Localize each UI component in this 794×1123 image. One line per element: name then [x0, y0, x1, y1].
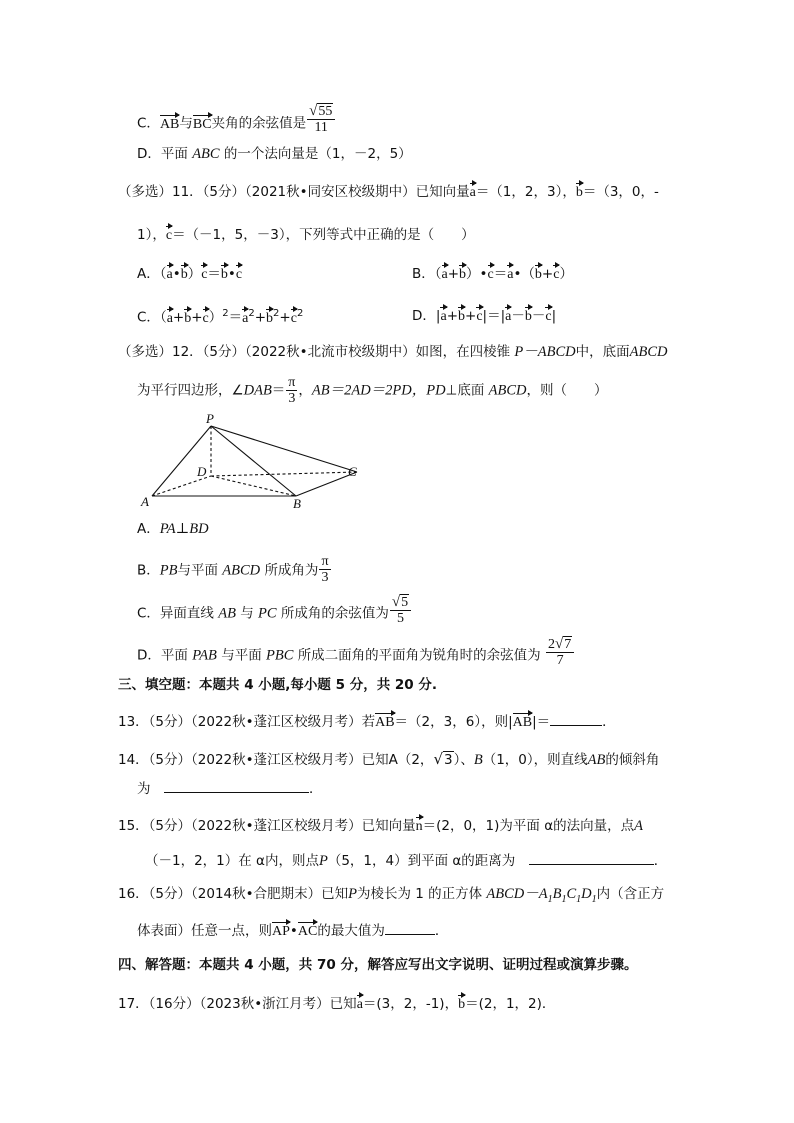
q12-stem-line2: 为平行四边形，∠DAB＝ $\frac{\pi}{3}$ ，AB＝2AD＝2PD，PD⊥底面 ABCD，则（ ） — [137, 375, 608, 406]
q12-option-a: A．PA⊥BD — [137, 521, 209, 537]
q16-line1: 16．（5分）（2014秋•合肥期末）已知P为棱长为 1 的正方体 $ABCD-A_1B_1C_1D_1$内（含正方 — [118, 886, 665, 905]
q15-line2: （－1，2，1）在 α内，则点P（5，1，4）到平面 α的距离为 ． — [145, 853, 668, 869]
q11-stem-line1: （多选）11．（5分）（2021秋•同安区校级期中）已知向量a＝（1，2，3），b＝（3，0，- — [118, 181, 659, 202]
q13-answer-blank[interactable] — [550, 713, 602, 726]
label-c: C — [348, 464, 357, 479]
q16-line2: 体表面）任意一点，则AP•AC的最大值为 ． — [137, 920, 448, 941]
label-d: D — [197, 464, 207, 479]
q12-option-b: B．PB与平面 ABCD 所成角为 $\frac{\pi}{3}$ — [137, 554, 329, 585]
q11-option-d: D．|a+b+c|＝|a－b－c| — [412, 305, 556, 326]
q11-option-b: B．（a+b）•c＝a•（b+c） — [412, 263, 573, 284]
q14-answer-blank[interactable] — [164, 780, 309, 793]
q11-stem-line2: 1），c＝（－1，5，－3），下列等式中正确的是（ ） — [137, 224, 475, 245]
q13: 13．（5分）（2022秋•蓬江区校级月考）若AB＝（2，3，6），则|AB|＝ ． — [118, 711, 616, 732]
section-4-heading: 四、解答题：本题共 4 小题，共 70 分，解答应写出文字说明、证明过程或演算步骤。 — [118, 957, 638, 973]
q12-stem-line1: （多选）12．（5分）（2022秋•北流市校级期中）如图，在四棱锥 P－ABCD中，底面ABCD — [118, 344, 668, 360]
q15-answer-blank[interactable] — [529, 852, 654, 865]
section-3-heading: 三、填空题：本题共 4 小题,每小题 5 分，共 20 分. — [118, 677, 438, 693]
q15-line1: 15．（5分）（2022秋•蓬江区校级月考）已知向量n＝(2，0，1)为平面 α的法向量，点A — [118, 815, 643, 836]
edge-pa — [152, 426, 211, 496]
edge-dc — [211, 472, 357, 476]
q11-option-c: C．$(a+b+c)^2=a^2+b^2+c^2$ — [137, 308, 304, 326]
q14-line2: 为 ． — [137, 781, 323, 797]
label-a: A — [141, 494, 149, 509]
q10-option-d: D．平面 ABC 的一个法向量是（1，－2，5） — [137, 146, 412, 162]
q16-answer-blank[interactable] — [385, 922, 435, 935]
q14-line1: 14．（5分）（2022秋•蓬江区校级月考）已知A（2，√3）、B（1，0），则直线AB的倾斜角 — [118, 750, 660, 768]
q10-option-c: C．AB与BC夹角的余弦值是 $\frac{√55}{11}$ — [137, 108, 336, 139]
q11-option-a: A．（a•b）c＝b•c — [137, 263, 242, 284]
q12-option-c: C．异面直线 AB 与 PC 所成角的余弦值为 $\frac{√5}{5}$ — [137, 598, 412, 629]
label-b: B — [293, 496, 301, 511]
q12-option-d: D．平面 PAB 与平面 PBC 所成二面角的平面角为锐角时的余弦值为 $\frac{2√7}{7}$ — [137, 640, 575, 671]
edge-pc — [211, 426, 357, 472]
pyramid-figure — [136, 410, 376, 514]
label-p: P — [206, 411, 214, 426]
vec-a: a — [167, 263, 173, 284]
edge-pb — [211, 426, 296, 496]
q17: 17．（16分）（2023秋•浙江月考）已知a＝(3，2，-1)，b＝(2，1，2)． — [118, 993, 555, 1014]
